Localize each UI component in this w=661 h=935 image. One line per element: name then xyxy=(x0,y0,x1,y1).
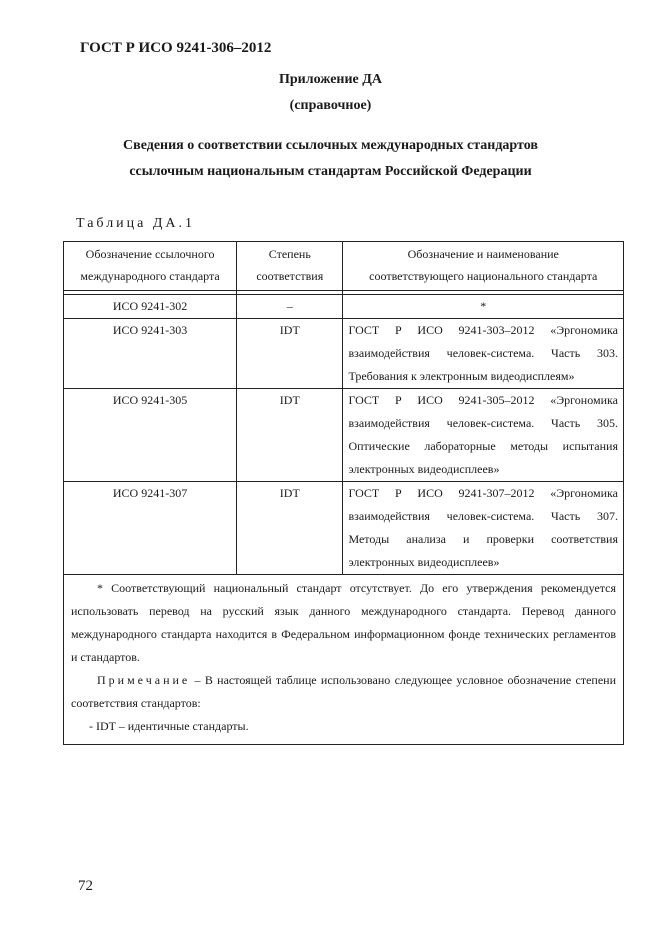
ref-cell: ИСО 9241-303 xyxy=(64,319,237,389)
note-label: Примечание xyxy=(97,673,191,687)
table-row xyxy=(64,389,624,482)
table-header-row xyxy=(64,242,624,291)
header-national-line1: Обозначение и наименование xyxy=(407,247,559,261)
national-cell: ГОСТ Р ИСО 9241-307–2012 «Эргономика взаимодействия человек-система. Часть 307. Методы анализа и проверки соответствия электронных видеодисплеев» xyxy=(343,482,624,575)
section-heading-line1: Сведения о соответствии ссылочных международных стандартов xyxy=(123,138,538,153)
page-number: 72 xyxy=(78,878,93,894)
header-ref-standard xyxy=(64,242,237,291)
note-item: - IDT – идентичные стандарты. xyxy=(89,719,249,733)
national-cell: ГОСТ Р ИСО 9241-303–2012 «Эргономика взаимодействия человек-система. Часть 303. Требования к электронным видеодисплеям» xyxy=(343,319,624,389)
header-degree-line1: Степень xyxy=(268,247,311,261)
table-caption: Таблица ДА.1 xyxy=(76,216,196,231)
annex-subtitle: (справочное) xyxy=(289,98,372,113)
degree-cell: IDT xyxy=(237,482,343,575)
header-degree-line2: соответствия xyxy=(256,269,324,283)
section-heading-line2: ссылочным национальным стандартам Российской Федерации xyxy=(129,164,532,179)
table-row xyxy=(64,319,624,389)
ref-cell: ИСО 9241-307 xyxy=(64,482,237,575)
header-ref-line2: международного стандарта xyxy=(80,269,220,283)
note-paragraph xyxy=(71,669,616,715)
header-national-standard xyxy=(343,242,624,291)
document-id: ГОСТ Р ИСО 9241-306–2012 xyxy=(80,40,272,56)
header-degree xyxy=(237,242,343,291)
table-footer xyxy=(64,575,624,745)
correspondence-table xyxy=(63,241,624,745)
table-row xyxy=(64,482,624,575)
national-cell: * xyxy=(343,295,624,319)
ref-cell: ИСО 9241-305 xyxy=(64,389,237,482)
table-row xyxy=(64,295,624,319)
degree-cell: – xyxy=(237,295,343,319)
footnote-text: * Соответствующий национальный стандарт отсутствует. До его утверждения рекомендуется использовать перевод на русский язык данного международного стандарта. Перевод данного международного стандарта находится в Федеральном информационном фонде технических регламентов и стандартов. xyxy=(71,581,616,664)
degree-cell: IDT xyxy=(237,319,343,389)
degree-cell: IDT xyxy=(237,389,343,482)
annex-title: Приложение ДА xyxy=(278,72,383,87)
ref-cell: ИСО 9241-302 xyxy=(64,295,237,319)
header-national-line2: соответствующего национального стандарта xyxy=(369,269,598,283)
header-ref-line1: Обозначение ссылочного xyxy=(85,247,215,261)
table-footer-row xyxy=(64,575,624,745)
note-text: – В настоящей таблице использовано следующее условное обозначение степени соответствия стандартов: xyxy=(71,673,616,710)
national-cell: ГОСТ Р ИСО 9241-305–2012 «Эргономика взаимодействия человек-система. Часть 305. Оптические лабораторные методы испытания электронных видеодисплеев» xyxy=(343,389,624,482)
